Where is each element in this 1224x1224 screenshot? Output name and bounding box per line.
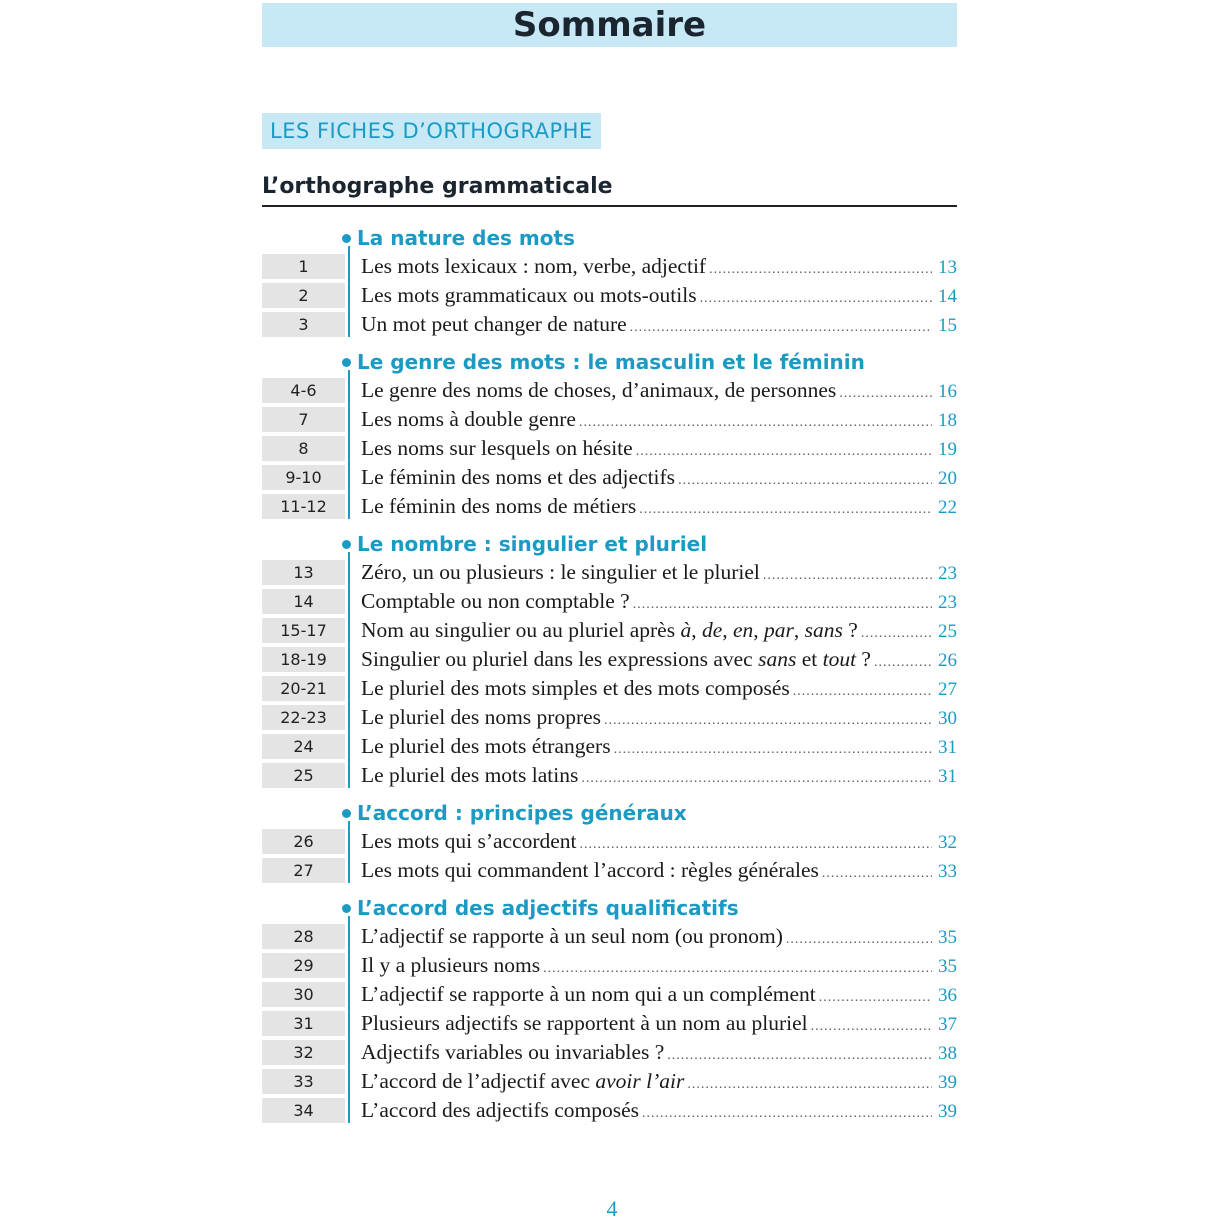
entry-number: 30 xyxy=(262,982,345,1007)
group-heading xyxy=(342,348,957,376)
toc-entry[interactable] xyxy=(262,587,957,616)
entry-page-number: 38 xyxy=(938,1043,957,1064)
entry-page-number: 30 xyxy=(938,708,957,729)
leader-dots xyxy=(667,1048,932,1064)
entry-title xyxy=(361,254,706,279)
entry-page-number: 13 xyxy=(938,257,957,278)
group-heading-text: Le nombre : singulier et pluriel xyxy=(357,532,708,556)
bullet-icon xyxy=(342,358,351,367)
group-heading-text: L’accord des adjectifs qualificatifs xyxy=(357,896,739,920)
entry-number: 34 xyxy=(262,1098,345,1123)
entry-line xyxy=(361,436,957,461)
bullet-icon xyxy=(342,904,351,913)
entry-line xyxy=(361,1040,957,1065)
toc-group xyxy=(262,799,957,885)
entry-number: 18-19 xyxy=(262,647,345,672)
toc-rows xyxy=(262,558,957,790)
entry-page-number: 36 xyxy=(938,985,957,1006)
entry-title-part: , xyxy=(722,618,733,642)
entry-page-number: 31 xyxy=(938,737,957,758)
entry-line xyxy=(361,560,957,585)
entry-line xyxy=(361,763,957,788)
entry-title xyxy=(361,1069,684,1094)
leader-dots xyxy=(543,961,932,977)
entry-title-part: Le pluriel des mots simples et des mots composés xyxy=(361,676,790,700)
toc-rows xyxy=(262,827,957,885)
toc-entry[interactable] xyxy=(262,492,957,521)
entry-number: 22-23 xyxy=(262,705,345,730)
entry-title-part: Le féminin des noms de métiers xyxy=(361,494,637,518)
entry-title xyxy=(361,924,783,949)
entry-title xyxy=(361,676,790,701)
entry-title xyxy=(361,1040,664,1065)
entry-number: 14 xyxy=(262,589,345,614)
entry-number: 1 xyxy=(262,254,345,279)
entry-title xyxy=(361,407,576,432)
toc-entry[interactable] xyxy=(262,732,957,761)
entry-number: 2 xyxy=(262,283,345,308)
toc-entry[interactable] xyxy=(262,856,957,885)
toc-entry[interactable] xyxy=(262,1038,957,1067)
entry-page-number: 23 xyxy=(938,563,957,584)
entry-page-number: 35 xyxy=(938,927,957,948)
entry-title-part: et xyxy=(796,647,823,671)
entry-line xyxy=(361,589,957,614)
entry-line xyxy=(361,734,957,759)
entry-title-italic: de xyxy=(701,618,723,642)
entry-title-part: , xyxy=(753,618,765,642)
leader-dots xyxy=(604,713,932,729)
entry-line xyxy=(361,494,957,519)
leader-dots xyxy=(839,386,932,402)
entry-page-number: 16 xyxy=(938,381,957,402)
entry-number: 26 xyxy=(262,829,345,854)
entry-page-number: 26 xyxy=(938,650,957,671)
bullet-icon xyxy=(342,540,351,549)
toc-entry[interactable] xyxy=(262,674,957,703)
entry-title-italic: avoir l’air xyxy=(595,1069,685,1093)
toc-entry[interactable] xyxy=(262,761,957,790)
entry-number: 24 xyxy=(262,734,345,759)
entry-number: 31 xyxy=(262,1011,345,1036)
entry-page-number: 37 xyxy=(938,1014,957,1035)
leader-dots xyxy=(687,1077,932,1093)
toc-entry[interactable] xyxy=(262,558,957,587)
entry-title-part: Plusieurs adjectifs se rapportent à un nom au pluriel xyxy=(361,1011,808,1035)
leader-dots xyxy=(793,684,932,700)
entry-title-part: Le pluriel des mots latins xyxy=(361,763,579,787)
entry-title-part: , xyxy=(793,618,805,642)
toc-group xyxy=(262,224,957,339)
entry-title-part: L’adjectif se rapporte à un nom qui a un complément xyxy=(361,982,816,1006)
entry-title-part: L’accord des adjectifs composés xyxy=(361,1098,640,1122)
entry-number: 7 xyxy=(262,407,345,432)
entry-title xyxy=(361,312,627,337)
entry-line xyxy=(361,378,957,403)
toc-entry[interactable] xyxy=(262,922,957,951)
entry-line xyxy=(361,465,957,490)
entry-title-part: L’accord de l’adjectif avec xyxy=(361,1069,596,1093)
entry-title-part: Adjectifs variables ou invariables ? xyxy=(361,1040,665,1064)
entry-page-number: 35 xyxy=(938,956,957,977)
entry-number: 13 xyxy=(262,560,345,585)
toc-group xyxy=(262,348,957,521)
entry-title-part: Le féminin des noms et des adjectifs xyxy=(361,465,676,489)
entry-title xyxy=(361,734,611,759)
toc-entry[interactable] xyxy=(262,252,957,281)
entry-page-number: 15 xyxy=(938,315,957,336)
page-title: Sommaire xyxy=(512,5,707,45)
entry-title-italic: sans xyxy=(758,647,797,671)
toc-entry[interactable] xyxy=(262,1067,957,1096)
entry-line xyxy=(361,312,957,337)
toc-entry[interactable] xyxy=(262,310,957,339)
entry-title-part: Un mot peut changer de nature xyxy=(361,312,627,336)
entry-title-part: Singulier ou pluriel dans les expressions avec xyxy=(361,647,759,671)
entry-line xyxy=(361,283,957,308)
bullet-icon xyxy=(342,234,351,243)
entry-line xyxy=(361,1069,957,1094)
entry-number: 8 xyxy=(262,436,345,461)
group-heading-text: Le genre des mots : le masculin et le féminin xyxy=(357,350,865,374)
entry-title xyxy=(361,763,578,788)
group-heading-text: L’accord : principes généraux xyxy=(357,801,687,825)
entry-number: 15-17 xyxy=(262,618,345,643)
toc-entry[interactable] xyxy=(262,703,957,732)
entry-page-number: 27 xyxy=(938,679,957,700)
entry-line xyxy=(361,705,957,730)
toc-group xyxy=(262,530,957,790)
entry-page-number: 19 xyxy=(938,439,957,460)
entry-number: 25 xyxy=(262,763,345,788)
entry-title-italic: tout xyxy=(822,647,857,671)
entry-page-number: 39 xyxy=(938,1072,957,1093)
entry-title-part: Les noms sur lesquels on hésite xyxy=(361,436,633,460)
toc-entry[interactable] xyxy=(262,281,957,310)
leader-dots xyxy=(861,626,932,642)
entry-page-number: 25 xyxy=(938,621,957,642)
entry-title-part: ? xyxy=(842,618,858,642)
entry-line xyxy=(361,407,957,432)
sommaire-page xyxy=(262,3,957,1134)
toc-entry[interactable] xyxy=(262,951,957,980)
entry-title xyxy=(361,589,630,614)
toc-entry[interactable] xyxy=(262,827,957,856)
toc-rows xyxy=(262,252,957,339)
entry-title xyxy=(361,465,675,490)
leader-dots xyxy=(639,502,932,518)
entry-title-italic: sans xyxy=(804,618,843,642)
entry-title-part: Les mots qui s’accordent xyxy=(361,829,577,853)
toc-entry[interactable] xyxy=(262,434,957,463)
section-label: LES FICHES D’ORTHOGRAPHE xyxy=(262,113,601,149)
group-heading xyxy=(342,894,957,922)
group-heading xyxy=(342,224,957,252)
entry-title-italic: par xyxy=(764,618,794,642)
entry-line xyxy=(361,924,957,949)
leader-dots xyxy=(614,742,932,758)
leader-dots xyxy=(633,597,932,613)
entry-title xyxy=(361,647,871,672)
entry-page-number: 18 xyxy=(938,410,957,431)
entry-title xyxy=(361,953,540,978)
entry-line xyxy=(361,982,957,1007)
page-title-bar xyxy=(262,3,957,47)
toc-entry[interactable] xyxy=(262,616,957,645)
entry-title xyxy=(361,982,816,1007)
entry-title-part: Le genre des noms de choses, d’animaux, de personnes xyxy=(361,378,837,402)
leader-dots xyxy=(763,568,932,584)
entry-title-part: Zéro, un ou plusieurs : le singulier et le pluriel xyxy=(361,560,760,584)
entry-page-number: 14 xyxy=(938,286,957,307)
entry-number: 27 xyxy=(262,858,345,883)
group-heading xyxy=(342,530,957,558)
entry-title xyxy=(361,858,819,883)
entry-number: 11-12 xyxy=(262,494,345,519)
leader-dots xyxy=(580,837,932,853)
entry-line xyxy=(361,647,957,672)
entry-title xyxy=(361,378,836,403)
entry-title-part: Nom au singulier ou au pluriel après xyxy=(361,618,681,642)
entry-line xyxy=(361,953,957,978)
entry-title xyxy=(361,283,697,308)
entry-page-number: 22 xyxy=(938,497,957,518)
group-heading-text: La nature des mots xyxy=(357,226,575,250)
entry-title xyxy=(361,494,636,519)
entry-page-number: 33 xyxy=(938,861,957,882)
toc-rows xyxy=(262,922,957,1125)
entry-line xyxy=(361,1011,957,1036)
leader-dots xyxy=(700,291,932,307)
entry-number: 29 xyxy=(262,953,345,978)
toc-entry[interactable] xyxy=(262,405,957,434)
entry-number: 20-21 xyxy=(262,676,345,701)
entry-page-number: 20 xyxy=(938,468,957,489)
entry-number: 9-10 xyxy=(262,465,345,490)
entry-number: 32 xyxy=(262,1040,345,1065)
toc-entry[interactable] xyxy=(262,376,957,405)
entry-line xyxy=(361,618,957,643)
entry-title xyxy=(361,560,760,585)
entry-title xyxy=(361,829,577,854)
entry-line xyxy=(361,676,957,701)
entry-title-part: Les mots qui commandent l’accord : règles générales xyxy=(361,858,819,882)
toc-groups xyxy=(262,224,957,1125)
entry-title-part: Il y a plusieurs noms xyxy=(361,953,541,977)
leader-dots xyxy=(630,320,932,336)
page-number: 4 xyxy=(606,1196,618,1221)
entry-title-part: Le pluriel des mots étrangers xyxy=(361,734,611,758)
toc-entry[interactable] xyxy=(262,1009,957,1038)
entry-line xyxy=(361,858,957,883)
bullet-icon xyxy=(342,809,351,818)
entry-line xyxy=(361,1098,957,1123)
entry-title-part: ? xyxy=(856,647,871,671)
entry-title xyxy=(361,1011,808,1036)
toc-entry[interactable] xyxy=(262,1096,957,1125)
leader-dots xyxy=(579,415,932,431)
leader-dots xyxy=(636,444,932,460)
entry-number: 33 xyxy=(262,1069,345,1094)
entry-page-number: 31 xyxy=(938,766,957,787)
entry-title xyxy=(361,1098,639,1123)
leader-dots xyxy=(581,771,932,787)
toc-rows xyxy=(262,376,957,521)
entry-page-number: 23 xyxy=(938,592,957,613)
entry-page-number: 39 xyxy=(938,1101,957,1122)
entry-title-part: Comptable ou non comptable ? xyxy=(361,589,630,613)
entry-title xyxy=(361,618,858,643)
entry-number: 28 xyxy=(262,924,345,949)
entry-title-part: L’adjectif se rapporte à un seul nom (ou pronom) xyxy=(361,924,783,948)
entry-title-part: , xyxy=(691,618,702,642)
entry-title xyxy=(361,705,601,730)
group-heading xyxy=(342,799,957,827)
part-title: L’orthographe grammaticale xyxy=(262,173,957,207)
entry-number: 4-6 xyxy=(262,378,345,403)
leader-dots xyxy=(709,262,932,278)
entry-line xyxy=(361,829,957,854)
entry-title-part: Les noms à double genre xyxy=(361,407,576,431)
leader-dots xyxy=(786,932,932,948)
entry-title-part: Les mots grammaticaux ou mots-outils xyxy=(361,283,697,307)
entry-title xyxy=(361,436,633,461)
leader-dots xyxy=(678,473,932,489)
entry-title-part: Les mots lexicaux : nom, verbe, adjectif xyxy=(361,254,707,278)
leader-dots xyxy=(642,1106,932,1122)
entry-title-italic: à xyxy=(680,618,692,642)
leader-dots xyxy=(874,655,932,671)
leader-dots xyxy=(822,866,932,882)
toc-group xyxy=(262,894,957,1125)
entry-line xyxy=(361,254,957,279)
entry-number: 3 xyxy=(262,312,345,337)
leader-dots xyxy=(811,1019,932,1035)
entry-title-italic: en xyxy=(732,618,754,642)
leader-dots xyxy=(819,990,932,1006)
toc-entry[interactable] xyxy=(262,980,957,1009)
entry-title-part: Le pluriel des noms propres xyxy=(361,705,602,729)
toc-entry[interactable] xyxy=(262,645,957,674)
toc-entry[interactable] xyxy=(262,463,957,492)
entry-page-number: 32 xyxy=(938,832,957,853)
